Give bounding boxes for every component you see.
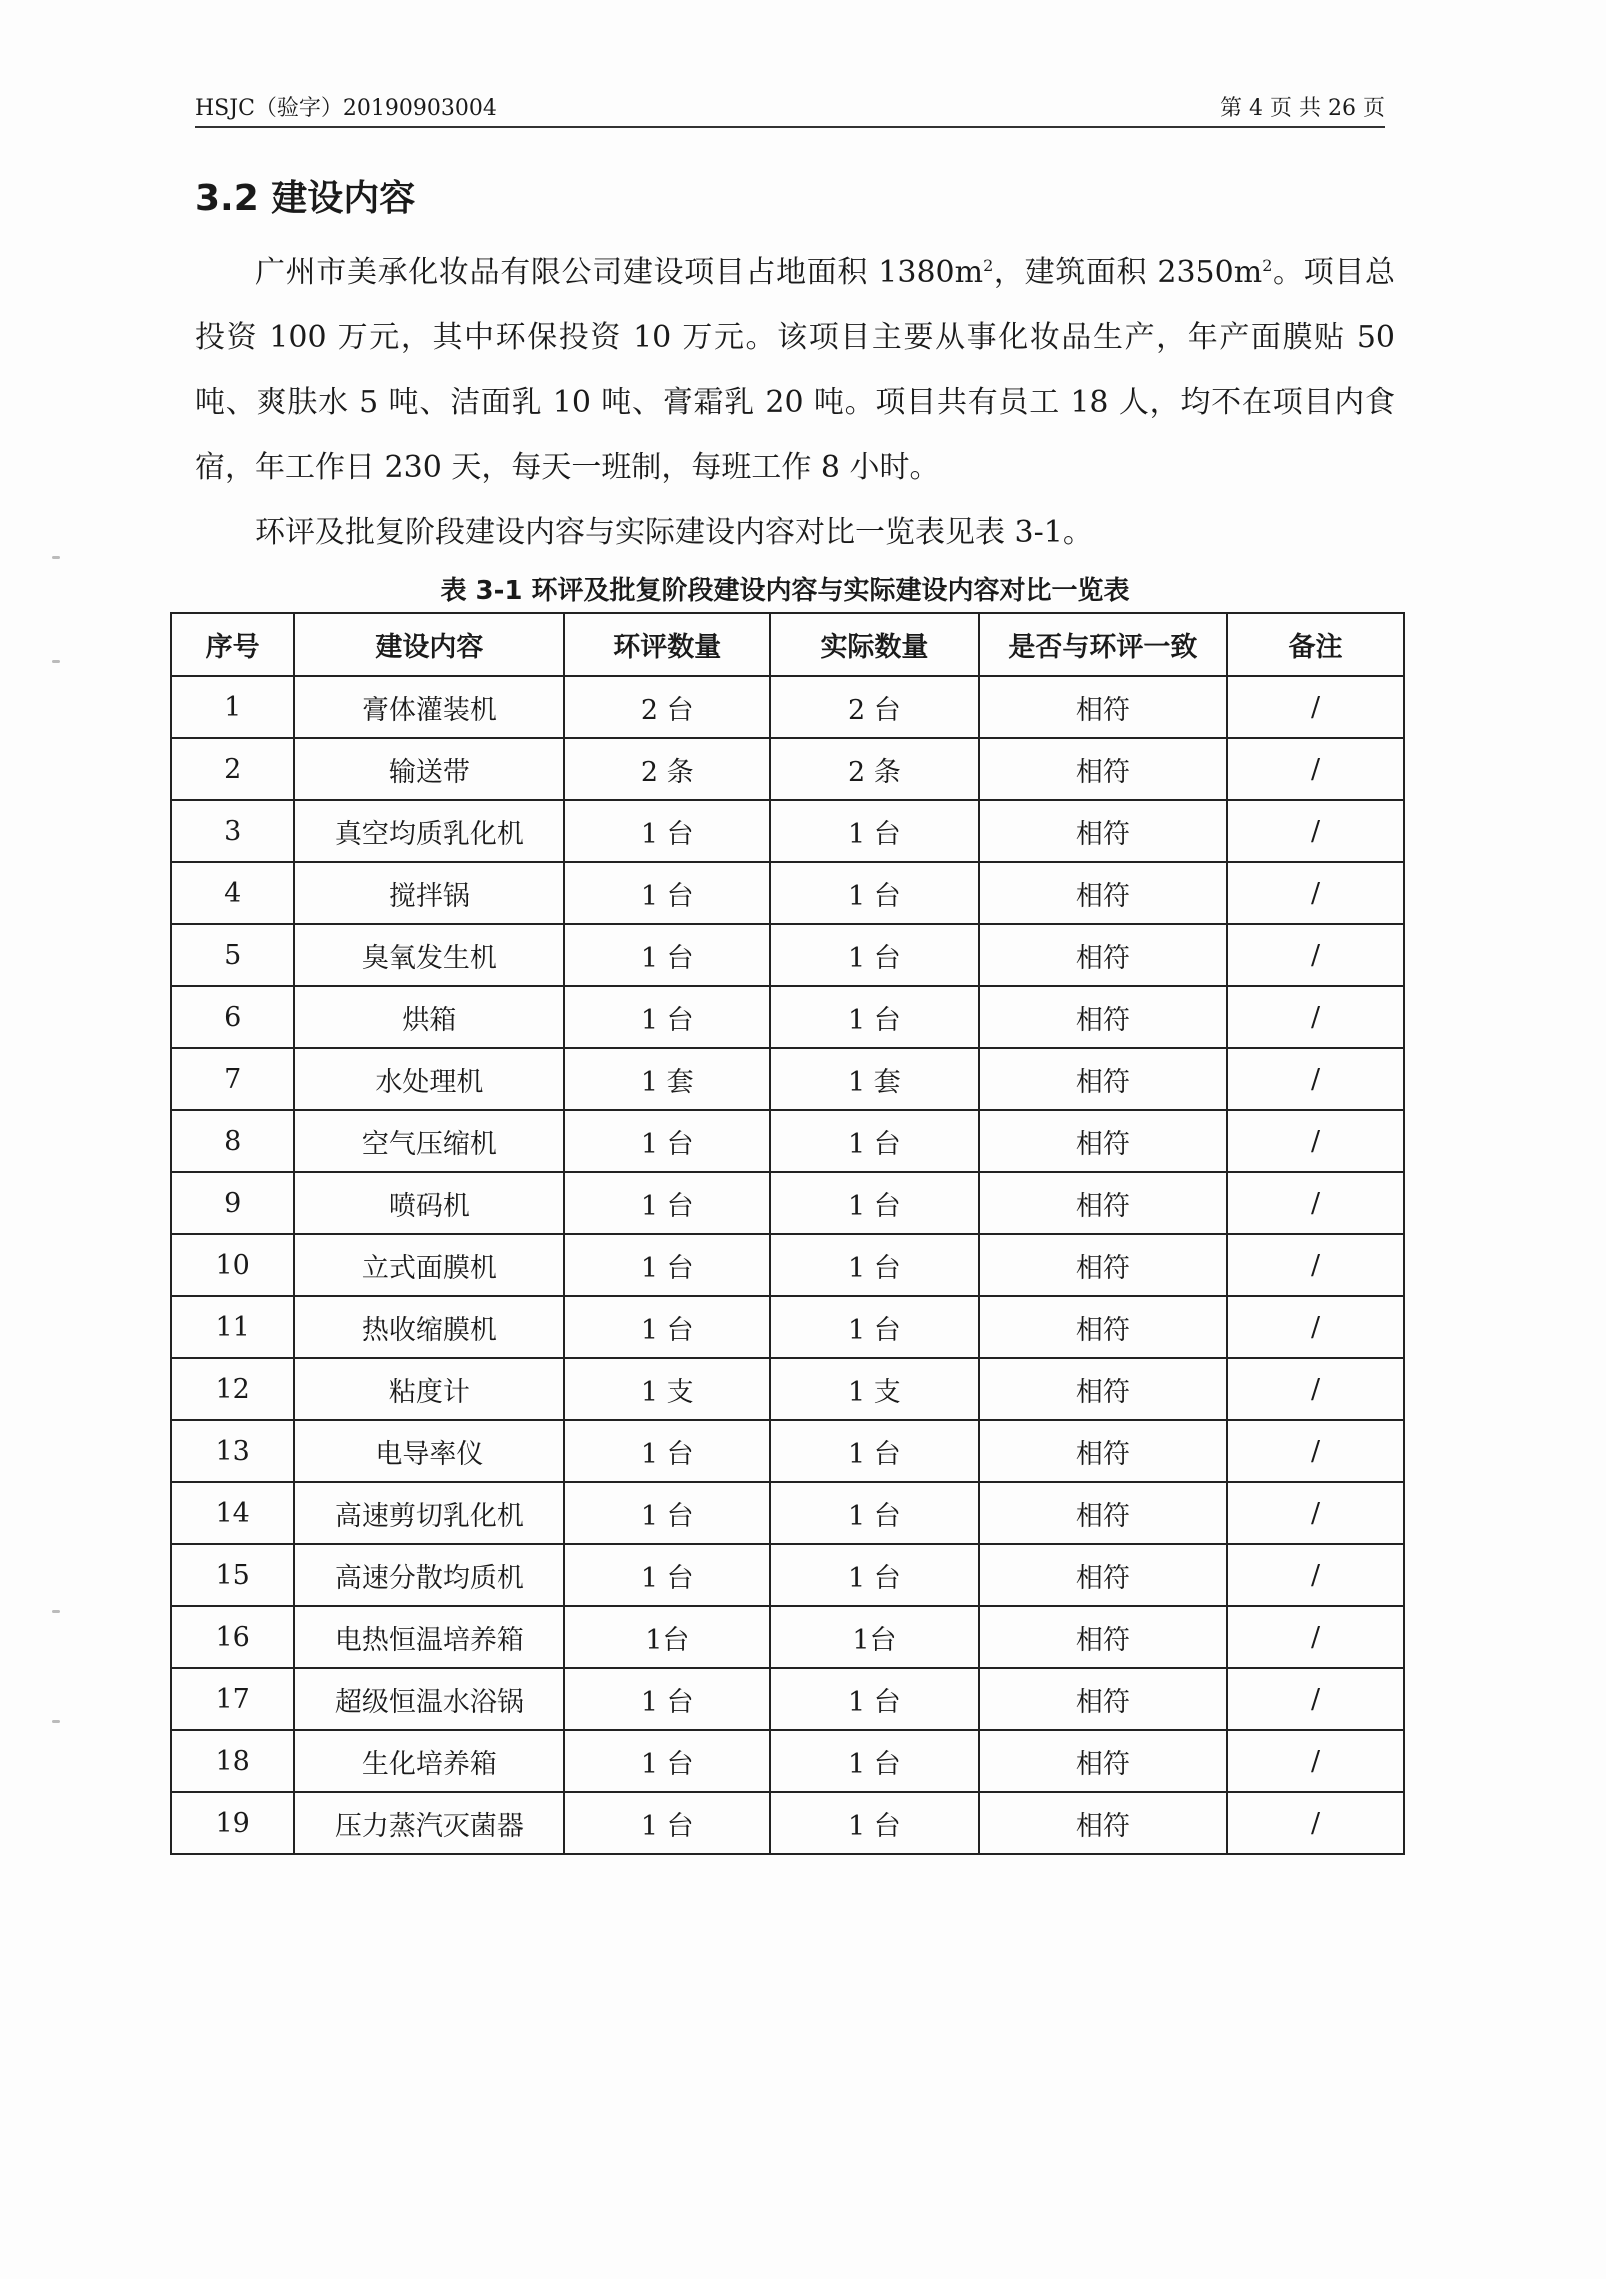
page-header [195, 90, 1385, 128]
remarks-cell: / [1227, 986, 1404, 1048]
remarks-cell: / [1227, 1234, 1404, 1296]
scan-artifact [52, 1720, 60, 1723]
equipment-name-cell: 粘度计 [294, 1358, 564, 1420]
remarks-cell: / [1227, 1544, 1404, 1606]
table-caption: 表 3-1 环评及批复阶段建设内容与实际建设内容对比一览表 [440, 576, 1130, 606]
equipment-name-cell: 搅拌锅 [294, 862, 564, 924]
consistency-cell: 相符 [979, 1606, 1227, 1668]
eia-quantity-cell: 1 台 [564, 1234, 770, 1296]
consistency-cell: 相符 [979, 1730, 1227, 1792]
equipment-name-cell: 烘箱 [294, 986, 564, 1048]
actual-quantity-cell: 1 台 [770, 1792, 979, 1854]
consistency-cell: 相符 [979, 1482, 1227, 1544]
actual-quantity-cell: 1 台 [770, 1668, 979, 1730]
actual-quantity-cell: 1台 [770, 1606, 979, 1668]
table-row [171, 1544, 1404, 1606]
equipment-name-cell: 输送带 [294, 738, 564, 800]
eia-quantity-cell: 1 台 [564, 862, 770, 924]
consistency-cell: 相符 [979, 1420, 1227, 1482]
consistency-cell: 相符 [979, 862, 1227, 924]
eia-quantity-cell: 1 台 [564, 1792, 770, 1854]
row-number-cell: 2 [171, 738, 294, 800]
consistency-cell: 相符 [979, 1668, 1227, 1730]
actual-quantity-cell: 1 台 [770, 1234, 979, 1296]
header-cell: 备注 [1227, 613, 1404, 676]
eia-quantity-cell: 1台 [564, 1606, 770, 1668]
row-number-cell: 8 [171, 1110, 294, 1172]
actual-quantity-cell: 1 台 [770, 1296, 979, 1358]
header-cell: 实际数量 [770, 613, 979, 676]
actual-quantity-cell: 2 台 [770, 676, 979, 738]
equipment-name-cell: 热收缩膜机 [294, 1296, 564, 1358]
header-cell: 序号 [171, 613, 294, 676]
table-row [171, 1792, 1404, 1854]
equipment-name-cell: 空气压缩机 [294, 1110, 564, 1172]
actual-quantity-cell: 1 套 [770, 1048, 979, 1110]
report-number: HSJC（验字）20190903004 [195, 96, 497, 121]
remarks-cell: / [1227, 1296, 1404, 1358]
row-number-cell: 15 [171, 1544, 294, 1606]
equipment-name-cell: 水处理机 [294, 1048, 564, 1110]
scan-artifact [52, 1610, 60, 1613]
actual-quantity-cell: 1 台 [770, 986, 979, 1048]
remarks-cell: / [1227, 1730, 1404, 1792]
header-cell: 建设内容 [294, 613, 564, 676]
table-body [171, 676, 1404, 1854]
eia-quantity-cell: 1 台 [564, 986, 770, 1048]
consistency-cell: 相符 [979, 924, 1227, 986]
remarks-cell: / [1227, 1048, 1404, 1110]
header-cell: 环评数量 [564, 613, 770, 676]
consistency-cell: 相符 [979, 738, 1227, 800]
eia-quantity-cell: 1 台 [564, 800, 770, 862]
equipment-name-cell: 高速分散均质机 [294, 1544, 564, 1606]
eia-quantity-cell: 1 台 [564, 924, 770, 986]
consistency-cell: 相符 [979, 800, 1227, 862]
equipment-name-cell: 超级恒温水浴锅 [294, 1668, 564, 1730]
equipment-name-cell: 膏体灌装机 [294, 676, 564, 738]
remarks-cell: / [1227, 862, 1404, 924]
remarks-cell: / [1227, 1668, 1404, 1730]
remarks-cell: / [1227, 1110, 1404, 1172]
eia-quantity-cell: 1 台 [564, 1668, 770, 1730]
table-row [171, 1234, 1404, 1296]
consistency-cell: 相符 [979, 1048, 1227, 1110]
consistency-cell: 相符 [979, 1172, 1227, 1234]
table-row [171, 986, 1404, 1048]
equipment-name-cell: 电导率仪 [294, 1420, 564, 1482]
row-number-cell: 3 [171, 800, 294, 862]
consistency-cell: 相符 [979, 1296, 1227, 1358]
remarks-cell: / [1227, 1482, 1404, 1544]
row-number-cell: 9 [171, 1172, 294, 1234]
eia-quantity-cell: 2 台 [564, 676, 770, 738]
comparison-table [170, 612, 1405, 1855]
remarks-cell: / [1227, 1358, 1404, 1420]
consistency-cell: 相符 [979, 1110, 1227, 1172]
actual-quantity-cell: 1 台 [770, 1730, 979, 1792]
table-row [171, 1420, 1404, 1482]
eia-quantity-cell: 1 台 [564, 1110, 770, 1172]
equipment-name-cell: 压力蒸汽灭菌器 [294, 1792, 564, 1854]
equipment-name-cell: 臭氧发生机 [294, 924, 564, 986]
remarks-cell: / [1227, 1172, 1404, 1234]
eia-quantity-cell: 1 台 [564, 1544, 770, 1606]
row-number-cell: 12 [171, 1358, 294, 1420]
table-row [171, 1730, 1404, 1792]
remarks-cell: / [1227, 924, 1404, 986]
superscript-2: 2 [1262, 256, 1273, 275]
row-number-cell: 16 [171, 1606, 294, 1668]
actual-quantity-cell: 1 支 [770, 1358, 979, 1420]
row-number-cell: 19 [171, 1792, 294, 1854]
actual-quantity-cell: 1 台 [770, 1544, 979, 1606]
remarks-cell: / [1227, 1420, 1404, 1482]
actual-quantity-cell: 1 台 [770, 1172, 979, 1234]
remarks-cell: / [1227, 1792, 1404, 1854]
row-number-cell: 18 [171, 1730, 294, 1792]
equipment-name-cell: 生化培养箱 [294, 1730, 564, 1792]
consistency-cell: 相符 [979, 1544, 1227, 1606]
overview-text-part-3: 。项目总投资 100 万元，其中环保投资 10 万元。该项目主要从事化妆品生产，年产面膜贴 50 吨、爽肤水 5 吨、洁面乳 10 吨、膏霜乳 20 吨。项目共有员工 18 人，均不在项目内食宿，年工作日 230 天，每天一班制，每班工作 8 小时。 [195, 255, 1395, 485]
page-number: 第 4 页 共 26 页 [1220, 96, 1385, 121]
overview-text-part-2: ，建筑面积 2350m [993, 255, 1263, 290]
actual-quantity-cell: 1 台 [770, 800, 979, 862]
actual-quantity-cell: 1 台 [770, 1420, 979, 1482]
eia-quantity-cell: 1 支 [564, 1358, 770, 1420]
equipment-name-cell: 真空均质乳化机 [294, 800, 564, 862]
remarks-cell: / [1227, 1606, 1404, 1668]
table-row [171, 1358, 1404, 1420]
actual-quantity-cell: 1 台 [770, 1482, 979, 1544]
table-reference-paragraph: 环评及批复阶段建设内容与实际建设内容对比一览表见表 3-1。 [255, 515, 1093, 550]
row-number-cell: 14 [171, 1482, 294, 1544]
eia-quantity-cell: 1 台 [564, 1420, 770, 1482]
eia-quantity-cell: 1 套 [564, 1048, 770, 1110]
table-row [171, 1110, 1404, 1172]
equipment-name-cell: 喷码机 [294, 1172, 564, 1234]
actual-quantity-cell: 2 条 [770, 738, 979, 800]
table-row [171, 800, 1404, 862]
remarks-cell: / [1227, 800, 1404, 862]
scan-artifact [52, 556, 60, 559]
eia-quantity-cell: 1 台 [564, 1482, 770, 1544]
table-row [171, 1048, 1404, 1110]
actual-quantity-cell: 1 台 [770, 1110, 979, 1172]
table-row [171, 738, 1404, 800]
table-row [171, 862, 1404, 924]
table-header-row [171, 613, 1404, 676]
table-row [171, 1172, 1404, 1234]
equipment-name-cell: 立式面膜机 [294, 1234, 564, 1296]
eia-quantity-cell: 1 台 [564, 1730, 770, 1792]
scan-artifact [52, 660, 60, 663]
row-number-cell: 1 [171, 676, 294, 738]
header-cell: 是否与环评一致 [979, 613, 1227, 676]
remarks-cell: / [1227, 738, 1404, 800]
actual-quantity-cell: 1 台 [770, 862, 979, 924]
row-number-cell: 4 [171, 862, 294, 924]
row-number-cell: 5 [171, 924, 294, 986]
row-number-cell: 17 [171, 1668, 294, 1730]
row-number-cell: 7 [171, 1048, 294, 1110]
equipment-name-cell: 高速剪切乳化机 [294, 1482, 564, 1544]
row-number-cell: 10 [171, 1234, 294, 1296]
consistency-cell: 相符 [979, 1234, 1227, 1296]
table-row [171, 1606, 1404, 1668]
row-number-cell: 11 [171, 1296, 294, 1358]
eia-quantity-cell: 1 台 [564, 1172, 770, 1234]
row-number-cell: 6 [171, 986, 294, 1048]
section-title: 3.2 建设内容 [195, 178, 416, 219]
superscript-2: 2 [983, 256, 994, 275]
remarks-cell: / [1227, 676, 1404, 738]
actual-quantity-cell: 1 台 [770, 924, 979, 986]
consistency-cell: 相符 [979, 676, 1227, 738]
table-row [171, 676, 1404, 738]
project-overview-paragraph [195, 240, 1395, 500]
table-row [171, 1482, 1404, 1544]
consistency-cell: 相符 [979, 1358, 1227, 1420]
table-row [171, 1668, 1404, 1730]
eia-quantity-cell: 2 条 [564, 738, 770, 800]
table-row [171, 1296, 1404, 1358]
table-row [171, 924, 1404, 986]
consistency-cell: 相符 [979, 986, 1227, 1048]
row-number-cell: 13 [171, 1420, 294, 1482]
eia-quantity-cell: 1 台 [564, 1296, 770, 1358]
consistency-cell: 相符 [979, 1792, 1227, 1854]
equipment-name-cell: 电热恒温培养箱 [294, 1606, 564, 1668]
overview-text-part-1: 广州市美承化妆品有限公司建设项目占地面积 1380m [255, 255, 984, 290]
